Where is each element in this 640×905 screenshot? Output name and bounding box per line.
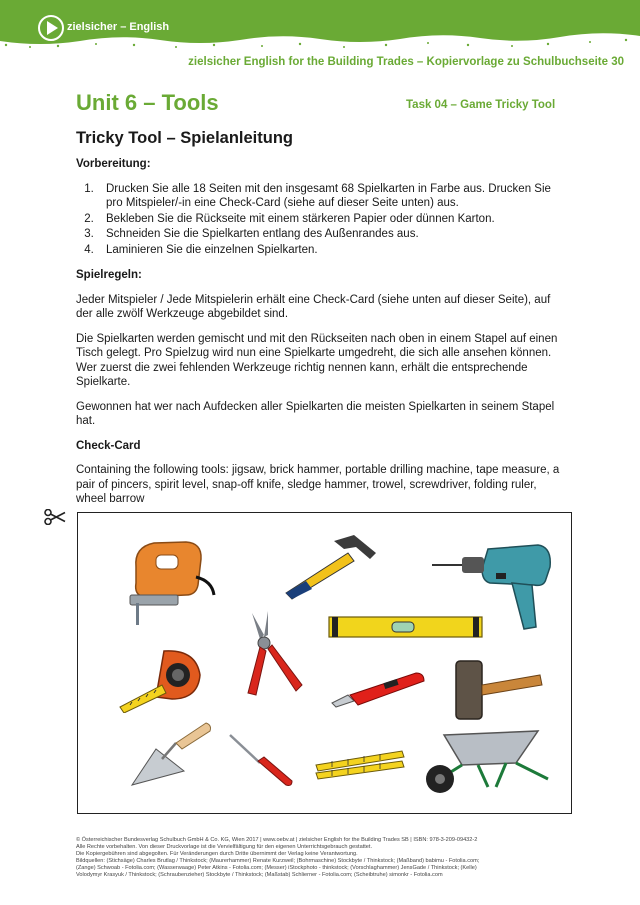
- task-label: Task 04 – Game Tricky Tool: [406, 99, 556, 111]
- rules-paragraph: Die Spielkarten werden gemischt und mit den Rückseiten nach oben in einem Stapel auf einen Tisch gelegt. Pro Spielzug wird nun eine Spielkarte umgedreht, die sich alle ansehen können. Wer zuerst die zwei fehlenden Werkzeuge richtig nennen kann, erhält die entsprechende Spielkarte.: [76, 332, 558, 388]
- preparation-step: 1. Drucken Sie alle 18 Seiten mit den insgesamt 68 Spielkarten in Farbe aus. Drucken Sie pro Mitspieler/-in eine Check-Card (siehe auf dieser Seite unten) aus.: [97, 182, 566, 211]
- pincers-icon: [238, 609, 308, 699]
- scissors-icon: [44, 509, 66, 525]
- check-card-frame: [77, 512, 572, 814]
- check-card-heading: Check-Card: [76, 439, 141, 452]
- rules-paragraph: Gewonnen hat wer nach Aufdecken aller Spielkarten die meisten Spielkarten in seinem Stapel hat.: [76, 400, 555, 427]
- check-card-text: Containing the following tools: jigsaw, brick hammer, portable drilling machine, tape measure, a pair of pincers, spirit level, snap-off knife, sledge hammer, trowel, screwdriver, folding ruler, wheel barrow: [76, 464, 560, 505]
- footer-line: Die Kopiergebühren sind abgegolten. Für Veränderungen durch Dritte übernimmt der Verlag keine Verantwortung.: [76, 850, 358, 857]
- footer-line: (Zange) Schwoab - Fotolia.com; (Wasserwaage) Peter Atkins - Fotolia.com; (Messer) iStockphoto - thinkstock; (Vorschlaghammer) JensGade / Thinkstock; (Kelle): [76, 864, 477, 871]
- rules-heading: Spielregeln:: [76, 269, 142, 281]
- jigsaw-icon: [116, 537, 216, 629]
- preparation-steps: [97, 182, 566, 258]
- brand-name: zielsicher – English: [67, 21, 170, 33]
- header-banner: [0, 0, 640, 50]
- trowel-icon: [126, 719, 216, 791]
- brick-hammer-icon: [280, 533, 390, 603]
- preparation-step: 4. Laminieren Sie die einzelnen Spielkarten.: [97, 243, 566, 258]
- document-title: Tricky Tool – Spielanleitung: [76, 129, 293, 147]
- rules-paragraph: Jeder Mitspieler / Jede Mitspielerin erhält eine Check-Card (siehe unten auf dieser Seite), auf der alle zwölf Werkzeuge abgebildet sind.: [76, 293, 551, 320]
- instructions: [76, 128, 566, 517]
- screwdriver-icon: [226, 731, 298, 791]
- tape-measure-icon: [116, 641, 206, 713]
- unit-title: Unit 6 – Tools: [76, 90, 219, 115]
- sledge-hammer-icon: [452, 655, 544, 725]
- footer-line: © Österreichischer Bundesverlag Schulbuch GmbH & Co. KG, Wien 2017 | www.oebv.at | zielsicher English for the Building Trades SB | ISBN: 978-3-209-09432-2: [76, 837, 478, 843]
- preparation-heading: Vorbereitung:: [76, 158, 151, 170]
- wheel-barrow-icon: [418, 727, 558, 797]
- snap-off-knife-icon: [328, 665, 428, 709]
- preparation-step: 3. Schneiden Sie die Spielkarten entlang des Außenrandes aus.: [97, 227, 566, 242]
- footer-line: Bildquellen: (Stichsäge) Charles Brutlag / Thinkstock; (Maurerhammer) Renate Kurzweil; (Bohrmaschine) Stockbyte / Thinkstock; (Maßband) babimu - Fotolia.com;: [76, 857, 480, 864]
- footer-line: Alle Rechte vorbehalten. Von dieser Druckvorlage ist die Vervielfältigung für den eigenen Unterrichtsgebrauch gestattet.: [76, 843, 373, 850]
- header-subtitle: zielsicher English for the Building Trades – Kopiervorlage zu Schulbuchseite 30: [188, 56, 624, 68]
- footer-line: Volodymyr Krasyuk / Thinkstock; (Schraubenzieher) Stockbyte / Thinkstock; (Maßstab) Schlierner - Fotolia.com; (Scheibtruhe) simonkr - Fotolia.com: [76, 871, 443, 878]
- footer: [76, 837, 596, 878]
- spirit-level-icon: [328, 615, 483, 639]
- preparation-step: 2. Bekleben Sie die Rückseite mit einem stärkeren Papier oder dünnen Karton.: [97, 212, 566, 227]
- folding-ruler-icon: [312, 745, 408, 785]
